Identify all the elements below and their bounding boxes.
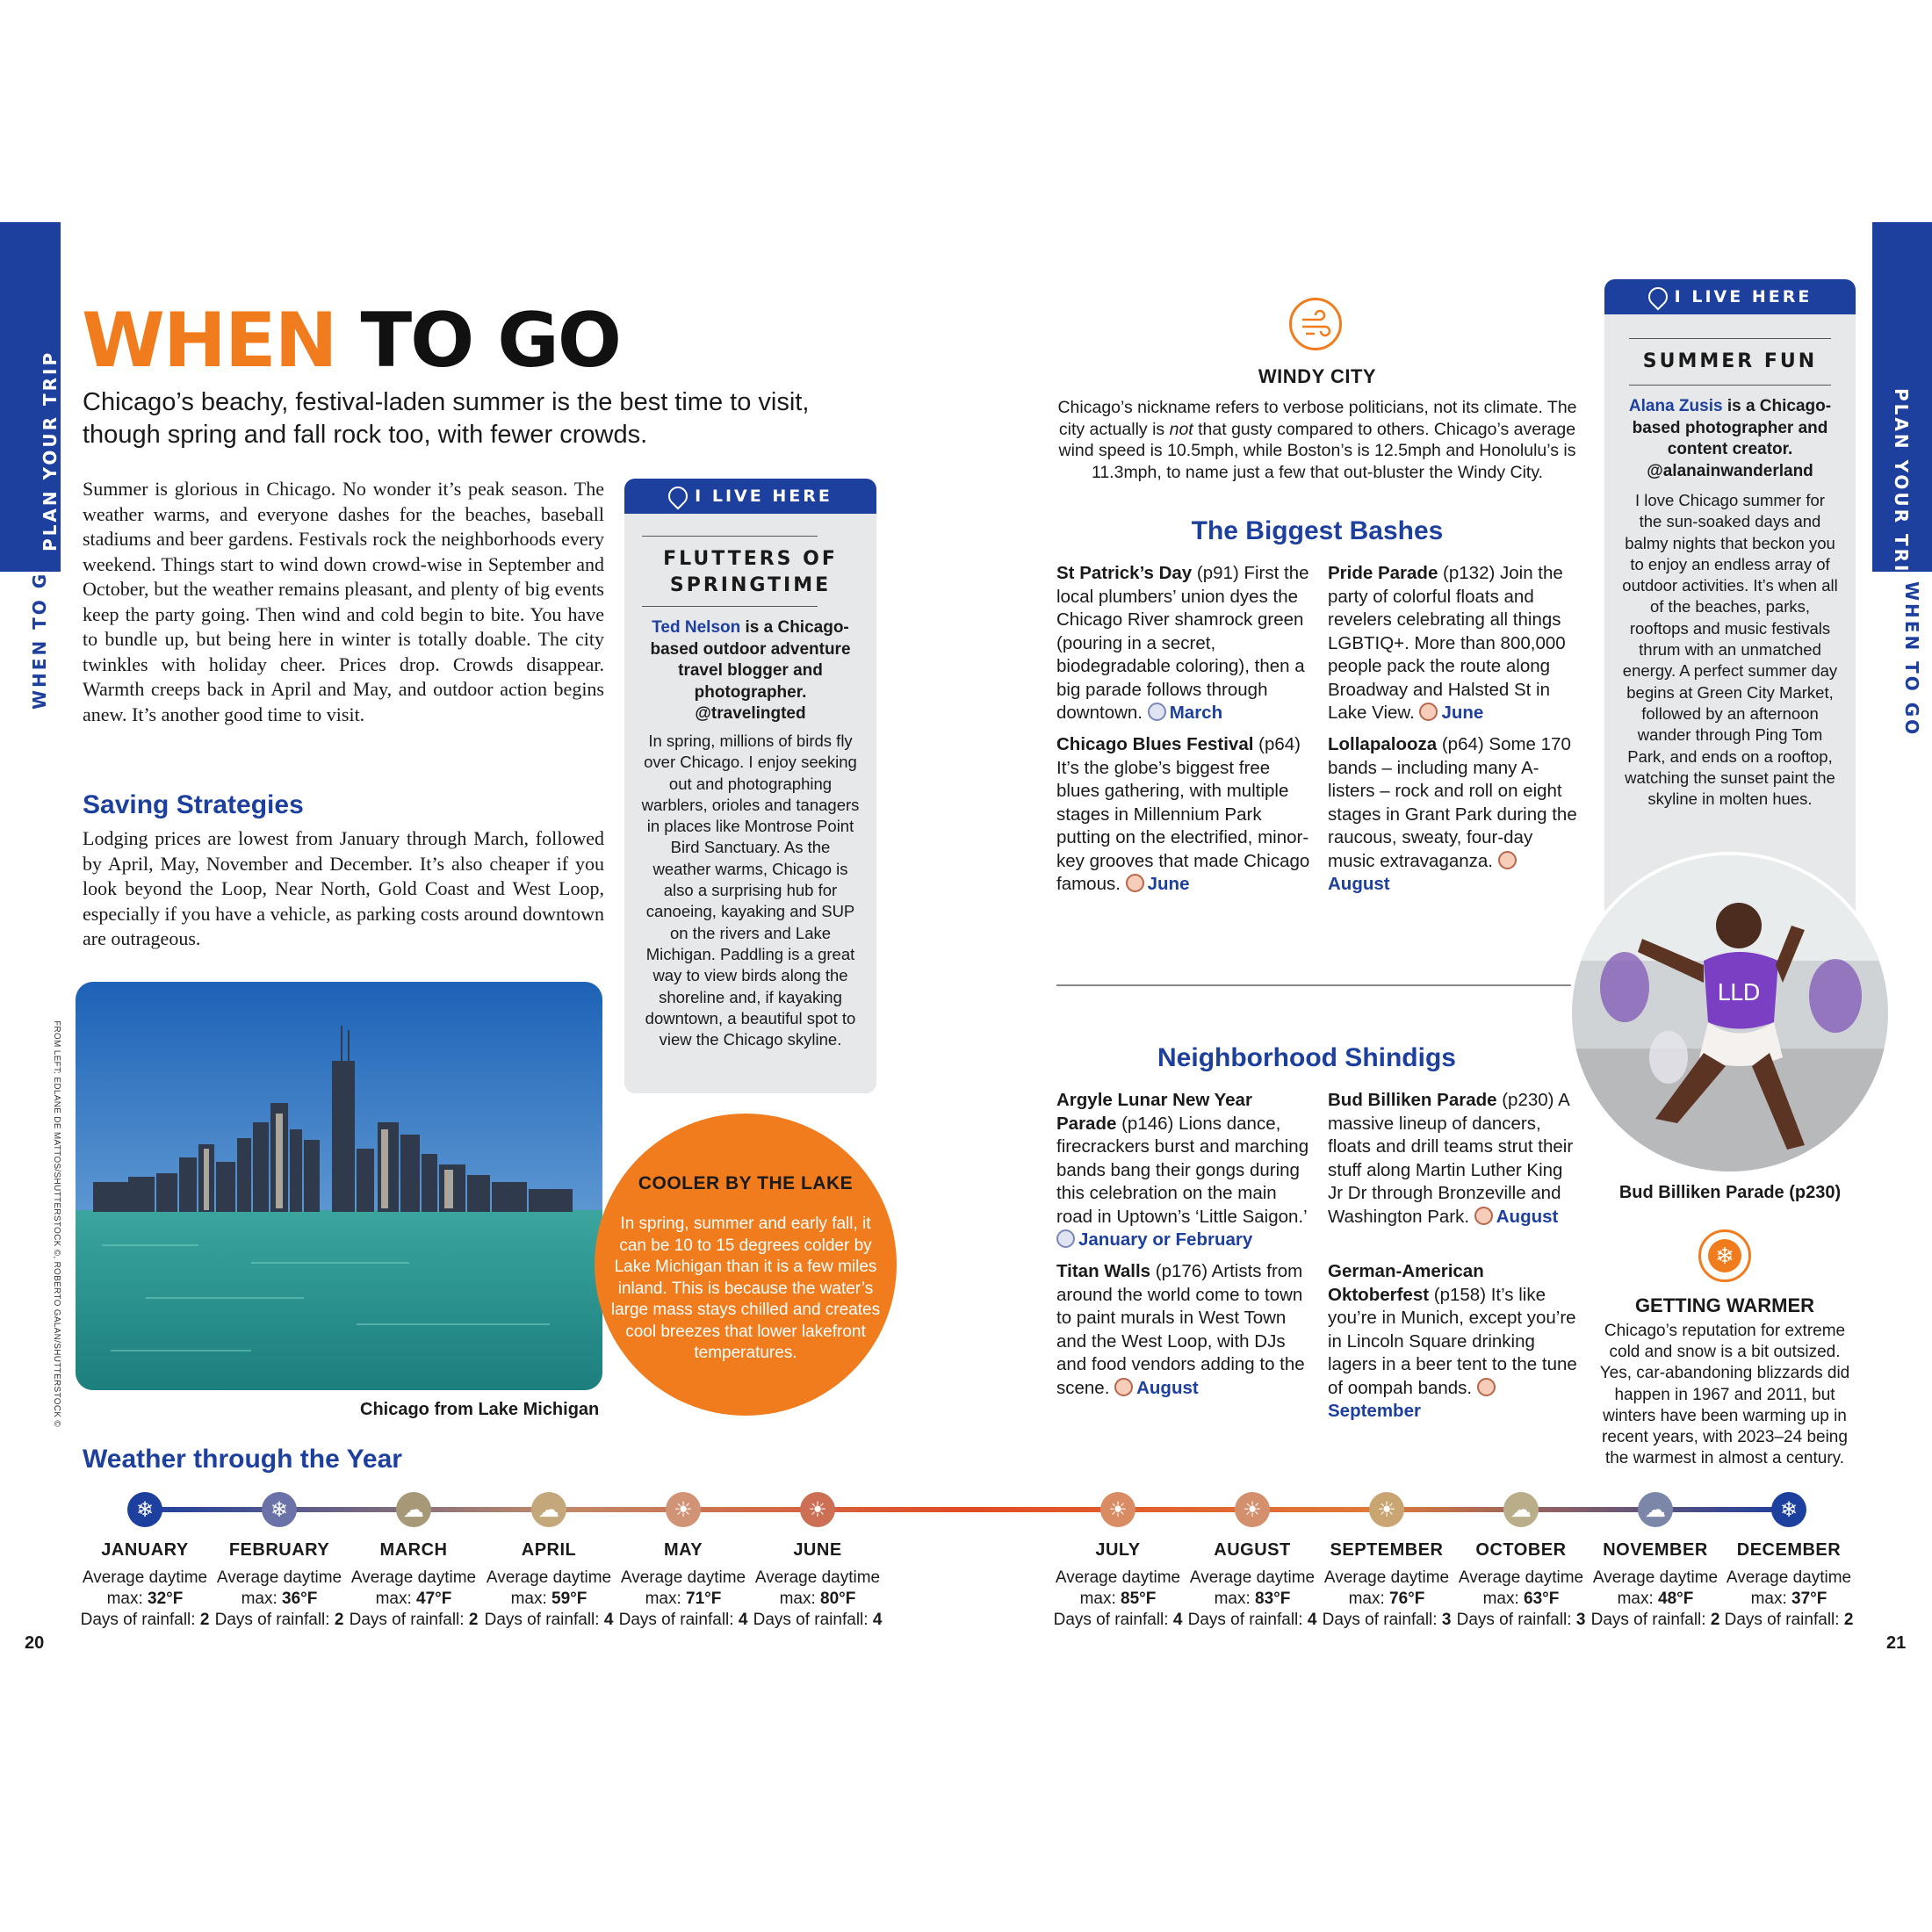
rain-value: 4 xyxy=(1172,1611,1183,1629)
page-title xyxy=(82,297,620,385)
shindig-event-2 xyxy=(1328,1089,1582,1229)
sun-icon xyxy=(1498,851,1517,869)
rain-value: 4 xyxy=(872,1611,883,1629)
shindig-event-3-page: (p176) xyxy=(1150,1261,1212,1281)
rain-value: 2 xyxy=(1710,1611,1720,1629)
live-here-left-rule-2 xyxy=(642,606,818,607)
month-july xyxy=(1052,1540,1184,1631)
sun-icon: ☀ xyxy=(1235,1492,1270,1527)
rain-label: Days of rainfall: xyxy=(484,1611,604,1629)
right-side-label: WHEN TO GO xyxy=(1901,581,1922,738)
warmer-title: GETTING WARMER xyxy=(1634,1294,1815,1316)
max-value: 83°F xyxy=(1255,1590,1291,1608)
page-number-left: 20 xyxy=(25,1633,45,1653)
max-label: Average daytime max: xyxy=(754,1568,881,1608)
max-value: 63°F xyxy=(1524,1590,1560,1608)
max-value: 59°F xyxy=(551,1590,588,1608)
bash-event-3-month: June xyxy=(1147,874,1190,894)
sun-icon xyxy=(1126,874,1144,892)
bash-event-2-name: Pride Parade xyxy=(1328,563,1438,583)
bash-event-2-page: (p132) xyxy=(1438,563,1500,583)
month-stats xyxy=(617,1568,749,1631)
sun-icon: ☀ xyxy=(666,1492,701,1527)
shindig-event-3-month: August xyxy=(1136,1377,1199,1398)
max-value: 36°F xyxy=(282,1590,318,1608)
rain-label: Days of rainfall: xyxy=(80,1611,200,1629)
max-value: 85°F xyxy=(1121,1590,1157,1608)
max-label: Average daytime max: xyxy=(620,1568,746,1608)
month-february xyxy=(213,1540,345,1631)
sun-icon xyxy=(1474,1207,1493,1225)
live-here-left-bio xyxy=(638,617,862,725)
max-value: 47°F xyxy=(416,1590,452,1608)
month-stats xyxy=(79,1568,211,1631)
shindig-event-1 xyxy=(1056,1089,1311,1252)
bash-event-4 xyxy=(1328,733,1578,897)
max-label: Average daytime max: xyxy=(1592,1568,1719,1608)
live-here-left-text: In spring, millions of birds fly over Chicago. I enjoy seeking out and photographing warblers, orioles and tanagers in places like Montrose Point Bird Sanctuary. As the weather warms, Chicago is also a surprising hub for canoeing, kayaking and SUP on the rivers and Lake Michigan. Paddling is a great way to view birds along the shoreline and, if kayaking downtown, a beautiful spot to view the Chicago skyline. xyxy=(641,732,860,1049)
sun-icon xyxy=(1477,1378,1496,1396)
sun-icon xyxy=(1114,1378,1133,1396)
alana-zusis-name: Alana Zusis xyxy=(1628,397,1723,415)
max-value: 76°F xyxy=(1389,1590,1425,1608)
rain-label: Days of rainfall: xyxy=(214,1611,335,1629)
month-name: APRIL xyxy=(521,1540,577,1560)
left-side-label: WHEN TO GO xyxy=(29,553,50,710)
bash-event-1-name: St Patrick’s Day xyxy=(1056,563,1193,583)
bash-event-3-text: It’s the globe’s biggest free blues gathering, with multiple stages in Millennium Park putting on the electrified, minor-key grooves that made Chicago famous. xyxy=(1056,757,1310,894)
shindig-event-4-month: September xyxy=(1328,1401,1421,1421)
month-name: DECEMBER xyxy=(1736,1540,1842,1560)
month-stats xyxy=(1052,1568,1184,1631)
live-here-left-label: I LIVE HERE xyxy=(695,487,833,506)
saving-heading: Saving Strategies xyxy=(83,790,304,819)
max-value: 32°F xyxy=(148,1590,184,1608)
skyline-caption: Chicago from Lake Michigan xyxy=(360,1400,600,1419)
rain-value: 4 xyxy=(1307,1611,1317,1629)
bash-event-1-page: (p91) xyxy=(1192,563,1244,583)
month-march xyxy=(348,1540,479,1631)
max-label: Average daytime max: xyxy=(1323,1568,1450,1608)
max-label: Average daytime max: xyxy=(1189,1568,1316,1608)
sun-icon: ☀ xyxy=(800,1492,835,1527)
shindig-event-1-name: Argyle Lunar New Year Parade xyxy=(1056,1090,1252,1134)
live-here-right-rule xyxy=(1629,338,1831,339)
body-text: Summer is glorious in Chicago. No wonder it’s peak season. The weather warms, and everyone dashes for the beaches, baseball stadiums and beer gardens. Festivals rock the neighborhoods every weekend. Things start to wind down crowd-wise in September and October, but the weather remains pleasant, and plenty of big events keep the party going. Then wind and cold begin to bite. You have to bundle up, but being here in winter is totally doable. The city twinkles with holiday cheer. Prices drop. Crowds disappear. Warmth creeps back in April and May, and outdoor action begins anew. It’s another good time to visit. xyxy=(83,478,604,725)
snowflake-icon: ❄ xyxy=(127,1492,162,1527)
rain-label: Days of rainfall: xyxy=(1322,1611,1442,1629)
bash-event-1-month: March xyxy=(1169,703,1223,723)
ted-nelson-name: Ted Nelson xyxy=(652,618,741,637)
rain-label: Days of rainfall: xyxy=(1456,1611,1576,1629)
month-june xyxy=(752,1540,883,1631)
rain-value: 2 xyxy=(334,1611,344,1629)
rain-value: 3 xyxy=(1575,1611,1586,1629)
shindig-event-2-page: (p230) xyxy=(1496,1090,1559,1110)
sun-icon xyxy=(1419,703,1438,721)
max-label: Average daytime max: xyxy=(82,1568,208,1608)
sun-cloud-icon: ☁ xyxy=(1503,1492,1539,1527)
shindig-event-2-name: Bud Billiken Parade xyxy=(1328,1090,1497,1110)
live-here-right-header xyxy=(1604,279,1856,314)
rain-value: 3 xyxy=(1441,1611,1452,1629)
rain-value: 2 xyxy=(468,1611,479,1629)
page-number-right: 21 xyxy=(1886,1633,1907,1653)
sun-cloud-icon: ☁ xyxy=(396,1492,431,1527)
section-divider xyxy=(1056,984,1575,986)
live-here-left-header xyxy=(624,479,876,514)
shindig-event-3-text: Artists from around the world come to town to paint murals in West Town and the West Loop, with DJs and food vendors adding to the scene. xyxy=(1056,1261,1305,1398)
intro-line-1: Chicago’s beachy, festival-laden summer is the best time to visit, xyxy=(83,388,810,416)
bash-event-1-text: First the local plumbers’ union dyes the Chicago River shamrock green (pouring in a secret, biodegradable coloring), then a big parade follows through downtown. xyxy=(1056,563,1309,723)
month-september xyxy=(1321,1540,1453,1631)
rain-label: Days of rainfall: xyxy=(1187,1611,1308,1629)
left-tab-text: PLAN YOUR TRIP xyxy=(40,350,61,551)
month-stats xyxy=(1186,1568,1318,1631)
month-stats xyxy=(1590,1568,1721,1631)
month-name: JANUARY xyxy=(101,1540,189,1560)
wind-icon xyxy=(1289,298,1342,350)
month-stats xyxy=(1455,1568,1587,1631)
month-stats xyxy=(1321,1568,1453,1631)
windy-title: WINDY CITY xyxy=(1258,365,1377,387)
max-value: 71°F xyxy=(686,1590,722,1608)
live-here-left-title-2: SPRINGTIME xyxy=(669,574,832,596)
live-here-right-bio xyxy=(1620,396,1840,482)
alana-zusis-bio: is a Chicago-based photographer and content creator. @alanainwanderland xyxy=(1632,397,1832,480)
month-november xyxy=(1590,1540,1721,1631)
windy-text-post: that gusty compared to others. Chicago’s average wind speed is 10.5mph, while Boston’s is 12.5mph and Honolulu’s is 11.3mph, to name just a few that out-bluster the Windy City. xyxy=(1058,419,1576,482)
max-value: 48°F xyxy=(1658,1590,1694,1608)
sun-cloud-icon: ☁ xyxy=(531,1492,566,1527)
live-here-left-title xyxy=(624,546,876,599)
max-value: 37°F xyxy=(1791,1590,1827,1608)
max-label: Average daytime max: xyxy=(1055,1568,1181,1608)
rain-label: Days of rainfall: xyxy=(618,1611,739,1629)
max-value: 80°F xyxy=(820,1590,856,1608)
live-here-right-rule-2 xyxy=(1629,385,1831,386)
max-label: Average daytime max: xyxy=(1726,1568,1852,1608)
max-label: Average daytime max: xyxy=(350,1568,477,1608)
rain-label: Days of rainfall: xyxy=(753,1611,873,1629)
bash-event-4-page: (p64) xyxy=(1437,734,1489,754)
sun-cloud-icon: ☁ xyxy=(1638,1492,1673,1527)
photo-credit: FROM LEFT: EDLANE DE MATTOS/SHUTTERSTOCK ©, ROBERTO GALAN/SHUTTERSTOCK © xyxy=(52,1020,61,1428)
rain-value: 4 xyxy=(738,1611,748,1629)
live-here-right-title: SUMMER FUN xyxy=(1642,350,1818,372)
month-name: MARCH xyxy=(379,1540,448,1560)
month-name: SEPTEMBER xyxy=(1330,1540,1444,1560)
windy-text-pre: Chicago’s nickname refers to verbose politicians, not its climate. The city actually is xyxy=(1057,398,1577,439)
sun-icon: ☀ xyxy=(1369,1492,1404,1527)
sun-icon: ☀ xyxy=(1100,1492,1135,1527)
shindig-event-1-month: January or February xyxy=(1078,1229,1253,1250)
warmer-text: Chicago’s reputation for extreme cold and snow is a bit outsized. Yes, car-abandoning blizzards did happen in 1967 and 2011, but winters have been warming up in recent years, with 2023–24 being the warmest in almost a century. xyxy=(1599,1322,1850,1468)
parade-photo xyxy=(1568,852,1892,1175)
bash-event-2-month: June xyxy=(1441,703,1484,723)
rain-value: 2 xyxy=(199,1611,210,1629)
month-august xyxy=(1186,1540,1318,1631)
bashes-heading: The Biggest Bashes xyxy=(1191,516,1444,545)
live-here-right-text: I love Chicago summer for the sun-soaked days and balmy nights that beckon you to enjoy an endless array of outdoor activities. It’s when all of the beaches, parks, rooftops and music festivals thrum with an unmatched energy. A perfect summer day begins at Green City Market, followed by an afternoon wander through Ping Tom Park, and ends on a rooftop, watching the sunset paint the skyline in molten hues. xyxy=(1622,491,1838,809)
shindig-event-2-text: A massive lineup of dancers, floats and drill teams strut their stuff along Martin Luther King Jr Dr through Bronzeville and Washington Park. xyxy=(1328,1090,1574,1227)
month-name: MAY xyxy=(663,1540,703,1560)
snowflake-icon: ❄ xyxy=(262,1492,297,1527)
shindig-event-3 xyxy=(1056,1260,1311,1400)
shindigs-heading: Neighborhood Shindigs xyxy=(1157,1043,1456,1072)
bash-event-4-text: Some 170 bands – including many A-listers – rock and roll on eight stages in Grant Park during the raucous, sweaty, four-day music extravaganza. xyxy=(1328,734,1577,871)
skyline-photo xyxy=(76,982,602,1390)
month-january xyxy=(79,1540,211,1631)
shindig-event-3-name: Titan Walls xyxy=(1056,1261,1151,1281)
cooler-text: In spring, summer and early fall, it can be 10 to 15 degrees colder by Lake Michigan than it is a few miles inland. This is because the water’s large mass stays chilled and creates cool breezes that lower lakefront temperatures. xyxy=(610,1215,881,1362)
month-name: NOVEMBER xyxy=(1603,1540,1708,1560)
svg-text:LLD: LLD xyxy=(1717,980,1761,1006)
month-name: OCTOBER xyxy=(1475,1540,1567,1560)
shindig-event-2-month: August xyxy=(1496,1206,1559,1227)
parade-caption: Bud Billiken Parade (p230) xyxy=(1618,1183,1842,1202)
bash-event-3-page: (p64) xyxy=(1253,734,1301,754)
rain-label: Days of rainfall: xyxy=(1724,1611,1844,1629)
shindig-event-1-page: (p146) xyxy=(1116,1113,1179,1134)
shindig-event-4-text: It’s like you’re in Munich, except you’re in Lincoln Square drinking lagers in a beer tent to the tune of oompah bands. xyxy=(1328,1284,1577,1398)
rain-value: 4 xyxy=(603,1611,614,1629)
max-label: Average daytime max: xyxy=(1458,1568,1584,1608)
month-name: AUGUST xyxy=(1214,1540,1291,1560)
bash-event-2-text: Join the party of colorful floats and revelers celebrating all things LGBTIQ+. More than 800,000 people pack the route along Broadway and Halsted St in Lake View. xyxy=(1328,563,1566,723)
month-april xyxy=(483,1540,615,1631)
live-here-left-title-1: FLUTTERS OF xyxy=(663,548,838,570)
rain-label: Days of rainfall: xyxy=(349,1611,469,1629)
pin-icon xyxy=(1644,283,1671,310)
title-to-go: TO GO xyxy=(360,297,620,385)
month-december xyxy=(1723,1540,1855,1631)
live-here-left-rule xyxy=(642,536,818,537)
shindig-event-4 xyxy=(1328,1260,1582,1424)
snowflake-icon xyxy=(1056,1229,1075,1248)
month-may xyxy=(617,1540,749,1631)
intro-line-2: though spring and fall rock too, with fewer crowds. xyxy=(83,421,648,449)
snowflake-icon xyxy=(1148,703,1166,721)
windy-text-em: not xyxy=(1169,419,1193,439)
timeline-bar xyxy=(145,1507,1789,1512)
bash-event-2 xyxy=(1328,562,1578,725)
bash-event-3-name: Chicago Blues Festival xyxy=(1056,734,1254,754)
bash-event-1 xyxy=(1056,562,1311,725)
cooler-title: COOLER BY THE LAKE xyxy=(638,1173,854,1193)
bash-event-3 xyxy=(1056,733,1311,897)
bash-event-4-month: August xyxy=(1328,874,1390,894)
right-tab-text: PLAN YOUR TRIP xyxy=(1891,388,1912,590)
month-stats xyxy=(348,1568,479,1631)
month-stats xyxy=(483,1568,615,1631)
max-label: Average daytime max: xyxy=(486,1568,612,1608)
title-when: WHEN xyxy=(82,297,336,385)
rain-label: Days of rainfall: xyxy=(1590,1611,1711,1629)
shindig-event-4-page: (p158) xyxy=(1429,1284,1491,1305)
month-stats xyxy=(752,1568,883,1631)
month-name: FEBRUARY xyxy=(228,1540,330,1560)
ted-nelson-bio: is a Chicago-based outdoor adventure travel blogger and photographer. @travelingted xyxy=(650,618,851,723)
pin-icon xyxy=(665,482,692,509)
intro xyxy=(83,386,873,451)
weather-heading: Weather through the Year xyxy=(83,1445,402,1474)
snowflake-sun-icon: ❄ xyxy=(1698,1229,1751,1282)
max-label: Average daytime max: xyxy=(216,1568,342,1608)
snowflake-icon: ❄ xyxy=(1771,1492,1806,1527)
shindig-event-4-name: German-American Oktoberfest xyxy=(1328,1261,1484,1305)
month-october xyxy=(1455,1540,1587,1631)
shindig-event-1-text: Lions dance, firecrackers burst and marching bands bang their gongs during this celebration on the main road in Uptown’s ‘Little Saigon.’ xyxy=(1056,1113,1309,1227)
month-stats xyxy=(213,1568,345,1631)
month-name: JULY xyxy=(1095,1540,1141,1560)
windy-text xyxy=(1054,397,1581,483)
month-name: JUNE xyxy=(793,1540,842,1560)
month-stats xyxy=(1723,1568,1855,1631)
saving-text: Lodging prices are lowest from January through March, followed by April, May, November and December. It’s also cheaper if you look beyond the Loop, Near North, Gold Coast and West Loop, especially if you have a vehicle, as parking costs around downtown are outrageous. xyxy=(83,827,604,949)
rain-value: 2 xyxy=(1843,1611,1854,1629)
live-here-right-label: I LIVE HERE xyxy=(1674,287,1813,306)
bash-event-4-name: Lollapalooza xyxy=(1328,734,1438,754)
rain-label: Days of rainfall: xyxy=(1053,1611,1173,1629)
